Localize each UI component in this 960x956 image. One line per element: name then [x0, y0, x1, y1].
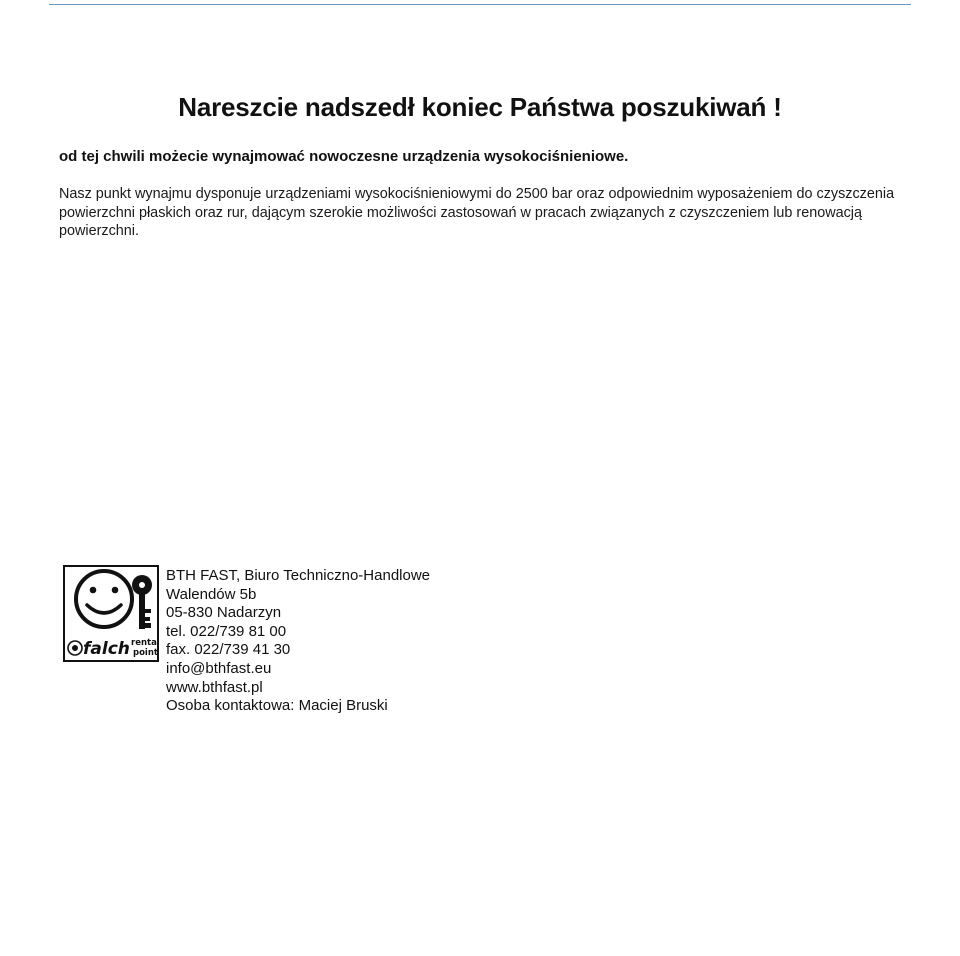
tagline-point: point — [133, 648, 158, 658]
top-divider — [49, 4, 911, 5]
brand-name: falch — [83, 639, 130, 659]
street-address: Walendów 5b — [166, 585, 257, 603]
subheadline: od tej chwili możecie wynajmować nowoczesne urządzenia wysokociśnieniowe. — [59, 148, 629, 165]
intro-paragraph: Nasz punkt wynajmu dysponuje urządzeniami wysokociśnieniowymi do 2500 bar oraz odpowiednim wyposażeniem do czyszczenia powierzchni płaskich oraz rur, dającym szerokie możliwości zastosowań w pracach związanych z czyszczeniem lub renowacją powierzchni. — [59, 186, 895, 239]
smiley-face-icon — [76, 571, 132, 627]
phone-number: tel. 022/739 81 00 — [166, 622, 287, 640]
website-link[interactable]: www.bthfast.pl — [166, 678, 263, 696]
company-name: BTH FAST, Biuro Techniczno-Handlowe — [166, 567, 431, 584]
postal-address: 05-830 Nadarzyn — [166, 604, 282, 622]
falch-rental-point-logo — [63, 565, 159, 662]
fax-number: fax. 022/739 41 30 — [166, 641, 291, 659]
contact-person: Osoba kontaktowa: Maciej Bruski — [166, 697, 388, 715]
tagline-rental: rental — [131, 638, 159, 648]
page-headline: Nareszcie nadszedł koniec Państwa poszukiwań ! — [178, 92, 782, 122]
email-address[interactable]: info@bthfast.eu — [166, 659, 272, 677]
contact-block — [166, 567, 430, 716]
logo-graphic — [63, 565, 159, 662]
